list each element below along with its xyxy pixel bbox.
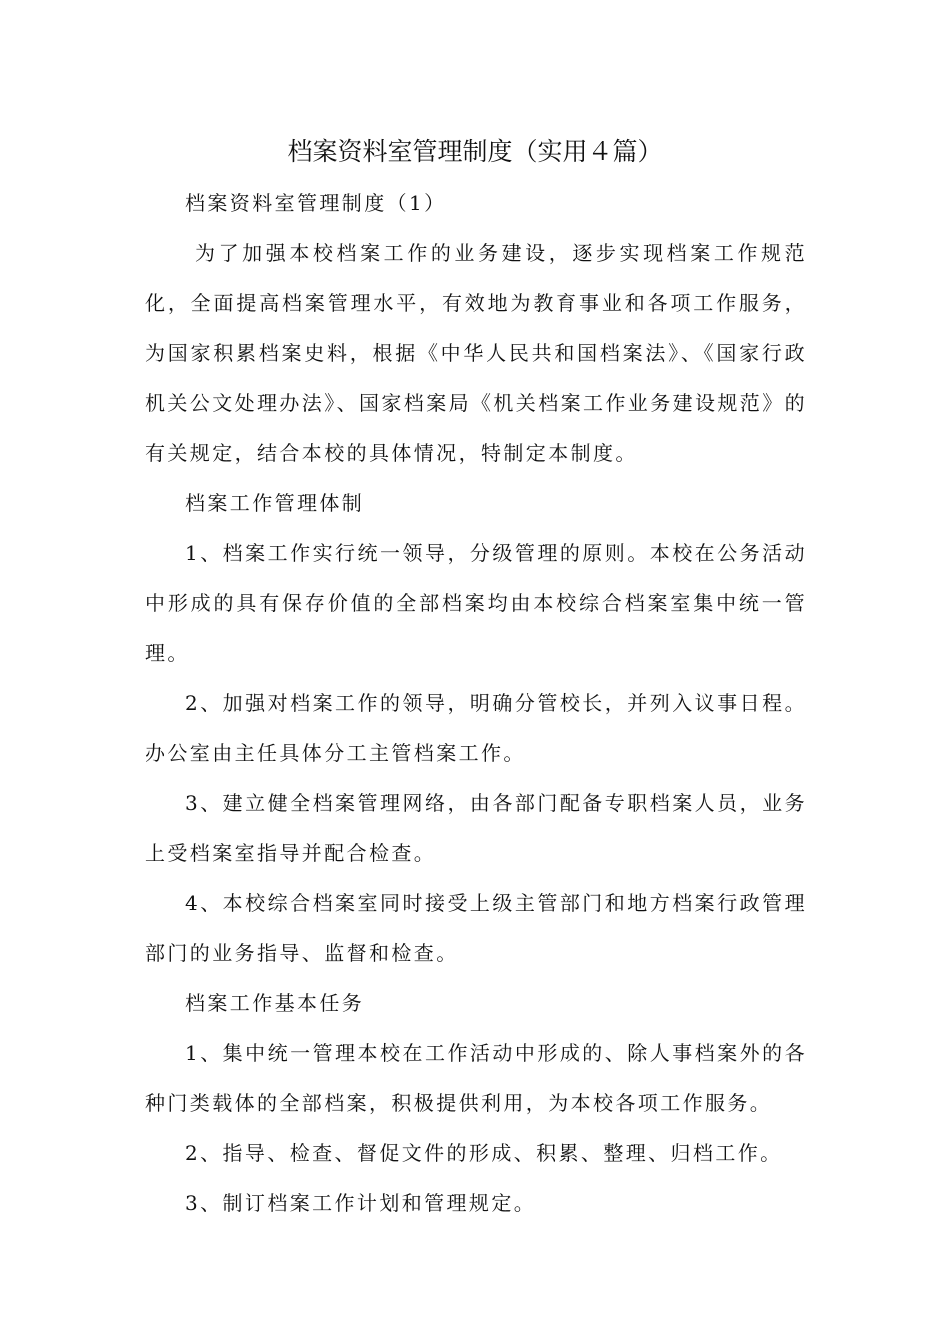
body-paragraph: 3、制订档案工作计划和管理规定。 [185, 1191, 537, 1215]
body-paragraph: 3、建立健全档案管理网络，由各部门配备专职档案人员，业务上受档案室指导并配合检查。 [145, 791, 807, 865]
document-body [145, 178, 807, 1228]
intro-paragraph: 为了加强本校档案工作的业务建设，逐步实现档案工作规范化，全面提高档案管理水平，有效地为教育事业和各项工作服务，为国家积累档案史料，根据《中华人民共和国档案法》、《国家行政机关公文处理办法》、国家档案局《机关档案工作业务建设规范》的有关规定，结合本校的具体情况，特制定本制度。 [145, 241, 807, 465]
section-heading: 档案资料室管理制度（1） [185, 191, 447, 215]
body-paragraph: 4、本校综合档案室同时接受上级主管部门和地方档案行政管理部门的业务指导、监督和检查。 [145, 891, 807, 965]
section-heading: 档案工作管理体制 [185, 491, 365, 515]
body-paragraph: 2、加强对档案工作的领导，明确分管校长，并列入议事日程。办公室由主任具体分工主管档案工作。 [145, 691, 807, 765]
body-paragraph: 1、集中统一管理本校在工作活动中形成的、除人事档案外的各种门类载体的全部档案，积极提供利用，为本校各项工作服务。 [145, 1041, 807, 1115]
body-paragraph: 1、档案工作实行统一领导，分级管理的原则。本校在公务活动中形成的具有保存价值的全部档案均由本校综合档案室集中统一管理。 [145, 541, 807, 665]
body-paragraph: 2、指导、检查、督促文件的形成、积累、整理、归档工作。 [185, 1141, 783, 1165]
document-title: 档案资料室管理制度（实用４篇） [287, 137, 663, 166]
section-heading: 档案工作基本任务 [185, 991, 365, 1015]
